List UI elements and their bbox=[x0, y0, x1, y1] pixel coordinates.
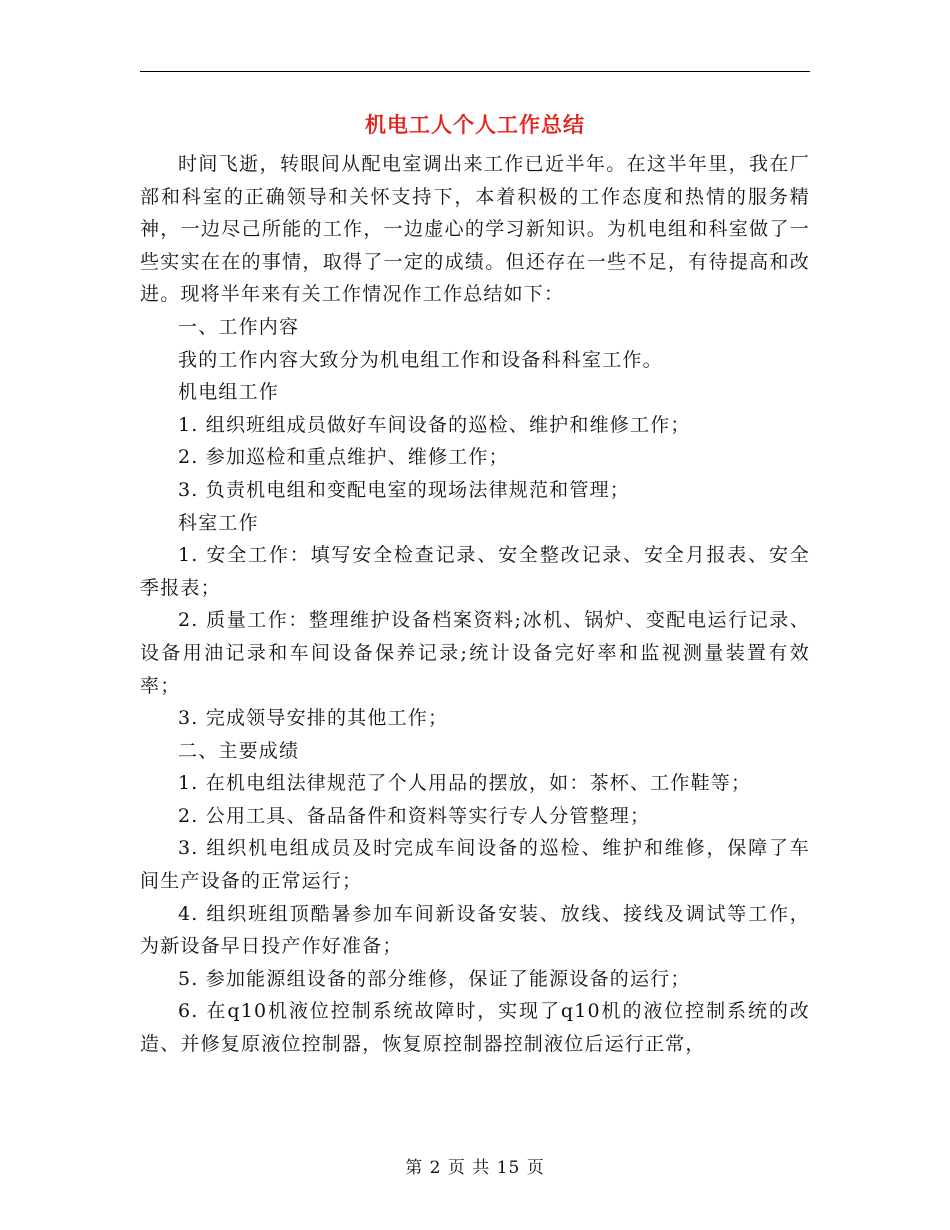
list-item: 2. 质量工作：整理维护设备档案资料;冰机、锅炉、变配电运行记录、设备用油记录和车间设备保养记录;统计设备完好率和监视测量装置有效率； bbox=[140, 609, 810, 697]
subsection-heading-mech-group: 机电组工作 bbox=[178, 381, 280, 404]
document-title: 机电工人个人工作总结 bbox=[365, 112, 585, 137]
page-number: 第 2 页 共 15 页 bbox=[405, 1158, 545, 1178]
intro-paragraph: 时间飞逝，转眼间从配电室调出来工作已近半年。在这半年里，我在厂部和科室的正确领导和关怀支持下，本着积极的工作态度和热情的服务精神，一边尽己所能的工作，一边虚心的学习新知识。为机电组和科室做了一些实实在在的事情，取得了一定的成绩。但还存在一些不足，有待提高和改进。现将半年来有关工作情况作工作总结如下： bbox=[140, 153, 810, 306]
list-item: 3. 负责机电组和变配电室的现场法律规范和管理； bbox=[178, 478, 630, 501]
document-body bbox=[140, 148, 810, 1061]
list-item: 6. 在q10机液位控制系统故障时，实现了q10机的液位控制系统的改造、并修复原液位控制器，恢复原控制器控制液位后运行正常， bbox=[140, 1000, 810, 1056]
list-item: 3. 组织机电组成员及时完成车间设备的巡检、维护和维修，保障了车间生产设备的正常运行； bbox=[140, 837, 810, 893]
list-item: 3. 完成领导安排的其他工作； bbox=[178, 707, 449, 730]
list-item: 1. 安全工作：填写安全检查记录、安全整改记录、安全月报表、安全季报表； bbox=[140, 544, 810, 599]
body-paragraph: 我的工作内容大致分为机电组工作和设备科科室工作。 bbox=[178, 348, 663, 371]
list-item: 2. 参加巡检和重点维护、维修工作； bbox=[178, 446, 509, 469]
list-item: 1. 在机电组法律规范了个人用品的摆放，如：茶杯、工作鞋等； bbox=[178, 772, 752, 795]
section-heading-work-content: 一、工作内容 bbox=[178, 315, 300, 338]
section-heading-achievements: 二、主要成绩 bbox=[178, 739, 300, 762]
header-rule bbox=[140, 71, 810, 72]
list-item: 5. 参加能源组设备的部分维修，保证了能源设备的运行； bbox=[178, 967, 691, 990]
list-item: 1. 组织班组成员做好车间设备的巡检、维护和维修工作； bbox=[178, 413, 691, 436]
subsection-heading-office-work: 科室工作 bbox=[178, 511, 259, 534]
list-item: 2. 公用工具、备品备件和资料等实行专人分管整理； bbox=[178, 804, 651, 827]
list-item: 4. 组织班组顶酷暑参加车间新设备安装、放线、接线及调试等工作，为新设备早日投产作好准备； bbox=[140, 902, 810, 958]
